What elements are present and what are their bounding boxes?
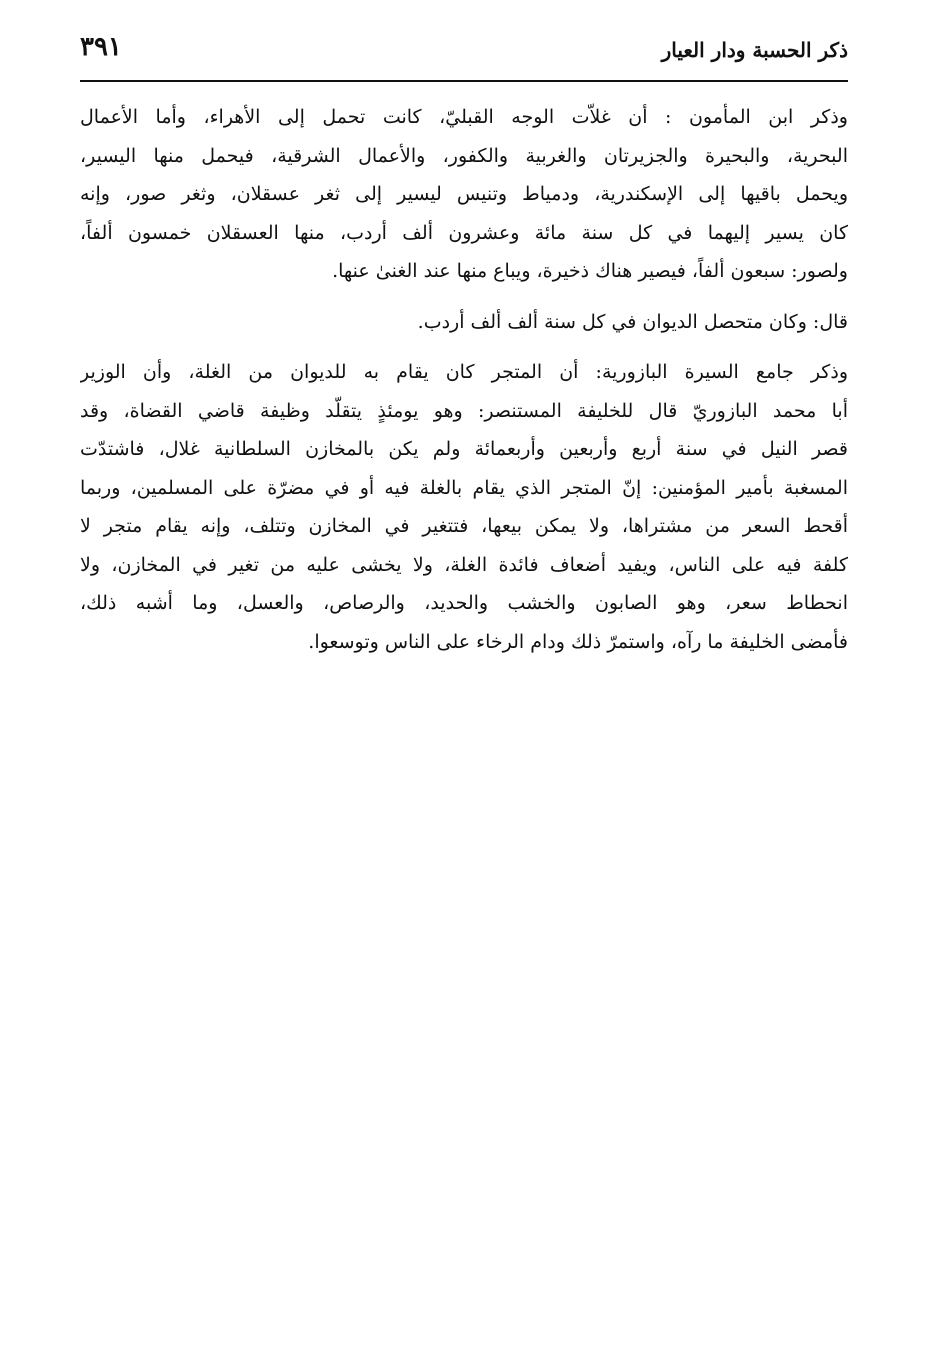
text-line: أقحط السعر من مشتراها، ولا يمكن بيعها، فتتغير في المخازن وتتلف، وإنه يقام متجر لا xyxy=(80,515,848,537)
running-header xyxy=(80,30,848,74)
text-line: وذكر جامع السيرة البازورية: أن المتجر كان يقام به للديوان من الغلة، وأن الوزير xyxy=(80,361,848,383)
text-line: ويحمل باقيها إلى الإسكندرية، ودمياط وتنيس ليسير إلى ثغر عسقلان، وثغر صور، وإنه xyxy=(80,183,848,205)
text-line: كلفة فيه على الناس، ويفيد أضعاف فائدة الغلة، ولا يخشى عليه من تغير في المخازن، ولا xyxy=(80,553,848,576)
paragraph-gap xyxy=(80,291,848,303)
text-line: ولصور: سبعون ألفاً، فيصير هناك ذخيرة، ويباع منها عند الغنىٰ عنها. xyxy=(332,260,848,282)
paragraph-gap xyxy=(80,341,848,353)
text-line: أبا محمد البازوريّ قال للخليفة المستنصر: وهو يومئذٍ يتقلّد وظيفة قاضي القضاة، وقد xyxy=(80,399,848,422)
header-rule xyxy=(80,80,848,82)
text-line: قال: وكان متحصل الديوان في كل سنة ألف ألف أردب. xyxy=(417,310,848,333)
page-number: ٣٩١ xyxy=(80,32,122,62)
paragraph-diwan-revenue xyxy=(80,303,848,342)
text-line: المسغبة بأمير المؤمنين: إنّ المتجر الذي يقام بالغلة فيه أو في مضرّة على المسلمين، وربما xyxy=(80,476,848,499)
text-line: قصر النيل في سنة أربع وأربعين وأربعمائة ولم يكن بالمخازن السلطانية غلال، فاشتدّت xyxy=(80,438,848,460)
text-line: انحطاط سعر، وهو الصابون والخشب والحديد، والرصاص، والعسل، وما أشبه ذلك، xyxy=(80,592,848,614)
paragraph-bazuri-biography xyxy=(80,353,848,661)
text-line: كان يسير إليهما في كل سنة مائة وعشرون ألف أردب، منها العسقلان خمسون ألفاً، xyxy=(80,221,848,244)
text-line: فأمضى الخليفة ما رآه، واستمرّ ذلك ودام الرخاء على الناس وتوسعوا. xyxy=(308,630,848,653)
running-title: ذكر الحسبة ودار العيار xyxy=(661,38,848,62)
text-line: البحرية، والبحيرة والجزيرتان والغربية والكفور، والأعمال الشرقية، فيحمل منها اليسير، xyxy=(80,144,848,167)
paragraph-ibn-al-mamun xyxy=(80,98,848,291)
text-line: وذكر ابن المأمون : أن غلاّت الوجه القبليّ، كانت تحمل إلى الأهراء، وأما الأعمال xyxy=(80,106,848,128)
body-text xyxy=(80,98,848,661)
